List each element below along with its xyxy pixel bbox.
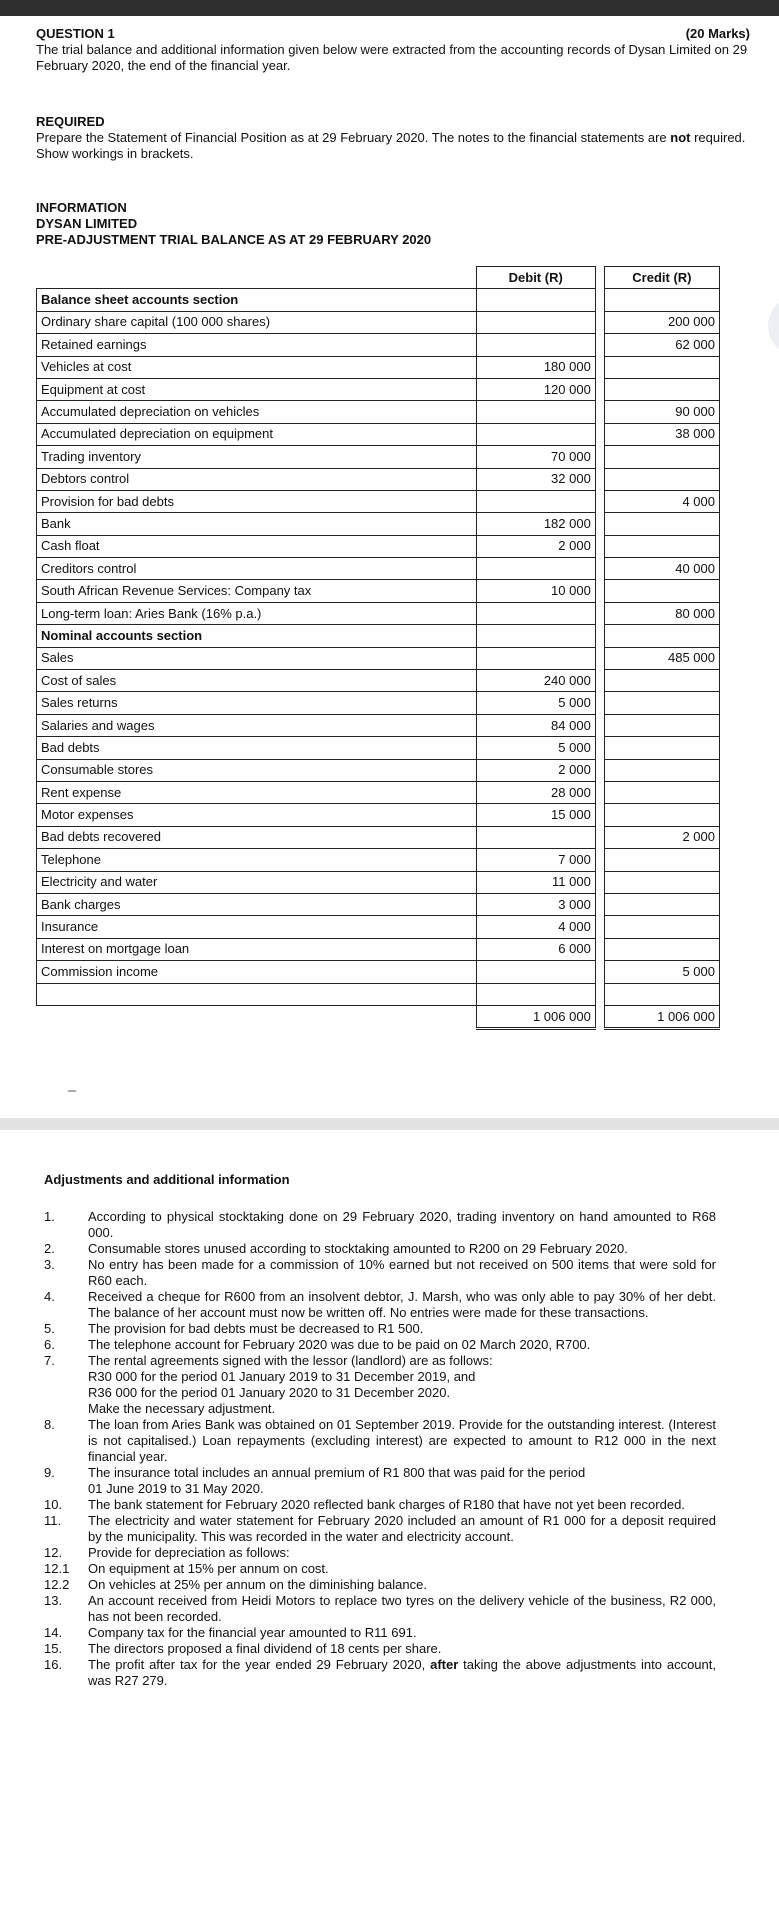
row-debit: 2 000 (476, 535, 595, 557)
adjustment-item (44, 1465, 716, 1497)
row-credit: 62 000 (604, 334, 719, 356)
row-debit (476, 961, 595, 983)
table-row (37, 423, 720, 445)
table-header-blank (37, 267, 477, 289)
table-row (37, 759, 720, 781)
table-row (37, 378, 720, 400)
adjustment-item (44, 1289, 716, 1321)
row-label: Creditors control (37, 558, 477, 580)
row-debit: 5 000 (476, 737, 595, 759)
row-label: Retained earnings (37, 334, 477, 356)
row-label: Bank (37, 513, 477, 535)
adjustment-number: 4. (44, 1289, 55, 1304)
row-label: Long-term loan: Aries Bank (16% p.a.) (37, 602, 477, 624)
adjustment-text: On equipment at 15% per annum on cost. (88, 1561, 329, 1576)
row-credit: 2 000 (604, 826, 719, 848)
row-label: Provision for bad debts (37, 490, 477, 512)
required-section (36, 114, 750, 162)
information-heading: INFORMATION (36, 200, 127, 215)
adjustments-heading: Adjustments and additional information (44, 1172, 290, 1187)
adjustment-number: 6. (44, 1337, 55, 1352)
row-debit: 182 000 (476, 513, 595, 535)
row-label: Equipment at cost (37, 378, 477, 400)
row-debit: 70 000 (476, 446, 595, 468)
row-credit (604, 356, 719, 378)
adjustment-item (44, 1561, 716, 1577)
adjustment-text: The rental agreements signed with the lessor (landlord) are as follows: R30 000 for the period 01 January 2019 to 31 December 2019, and R36 000 for the period 01 January 2020 to 31 December 2020. Make the necessary adjustment. (88, 1353, 716, 1417)
adjustment-number: 9. (44, 1465, 55, 1480)
row-debit (476, 826, 595, 848)
top-dark-bar (0, 0, 779, 16)
row-credit: 5 000 (604, 961, 719, 983)
adjustment-subline: 01 June 2019 to 31 May 2020. (88, 1481, 264, 1496)
table-row (37, 804, 720, 826)
row-credit (604, 535, 719, 557)
row-credit (604, 714, 719, 736)
row-credit (604, 446, 719, 468)
adjustment-text: The provision for bad debts must be decreased to R1 500. (88, 1321, 424, 1336)
row-credit (604, 625, 719, 647)
adjustment-item (44, 1417, 716, 1465)
adjustment-number: 14. (44, 1625, 63, 1640)
row-label: Cash float (37, 535, 477, 557)
row-label: Consumable stores (37, 759, 477, 781)
adjustment-item (44, 1321, 716, 1337)
row-label: Commission income (37, 961, 477, 983)
adjustment-number: 2. (44, 1241, 55, 1256)
adjustment-number: 3. (44, 1257, 55, 1272)
row-debit (476, 423, 595, 445)
total-credit: 1 006 000 (604, 1005, 719, 1028)
question-marks: (20 Marks) (685, 26, 750, 41)
table-row (37, 625, 720, 647)
row-label: Bank charges (37, 893, 477, 915)
adjustment-number: 7. (44, 1353, 55, 1368)
adjustment-subline: Make the necessary adjustment. (88, 1401, 276, 1416)
row-debit: 120 000 (476, 378, 595, 400)
row-debit (476, 401, 595, 423)
row-debit (476, 490, 595, 512)
row-debit: 4 000 (476, 916, 595, 938)
row-label: South African Revenue Services: Company tax (37, 580, 477, 602)
adjustment-text: The telephone account for February 2020 was due to be paid on 02 March 2020, R700. (88, 1337, 591, 1352)
adjustment-text: Company tax for the financial year amounted to R11 691. (88, 1625, 417, 1640)
row-label: Accumulated depreciation on equipment (37, 423, 477, 445)
total-debit: 1 006 000 (476, 1005, 595, 1028)
row-label: Motor expenses (37, 804, 477, 826)
adjustment-item (44, 1593, 716, 1625)
row-label (37, 983, 477, 1005)
row-credit (604, 871, 719, 893)
table-row (37, 647, 720, 669)
row-debit: 7 000 (476, 849, 595, 871)
table-row (37, 961, 720, 983)
row-credit: 4 000 (604, 490, 719, 512)
row-debit (476, 983, 595, 1005)
table-row (37, 468, 720, 490)
row-label: Telephone (37, 849, 477, 871)
row-label: Accumulated depreciation on vehicles (37, 401, 477, 423)
row-label: Cost of sales (37, 670, 477, 692)
row-debit: 3 000 (476, 893, 595, 915)
table-row (37, 871, 720, 893)
table-row (37, 311, 720, 333)
table-row (37, 849, 720, 871)
row-debit: 180 000 (476, 356, 595, 378)
adjustment-item (44, 1545, 716, 1561)
adjustment-text: Received a cheque for R600 from an insolvent debtor, J. Marsh, who was only able to pay 30% of her debt. The balance of her account must now be written off. No entries were made for these transactions. (88, 1289, 716, 1320)
row-credit: 40 000 (604, 558, 719, 580)
adjustment-text: Consumable stores unused according to stocktaking amounted to R200 on 29 February 2020. (88, 1241, 628, 1256)
row-label: Balance sheet accounts section (37, 289, 477, 311)
row-debit: 28 000 (476, 781, 595, 803)
row-credit (604, 513, 719, 535)
row-label: Ordinary share capital (100 000 shares) (37, 311, 477, 333)
table-row (37, 826, 720, 848)
row-credit (604, 289, 719, 311)
row-debit: 11 000 (476, 871, 595, 893)
row-debit: 240 000 (476, 670, 595, 692)
row-credit (604, 670, 719, 692)
row-debit (476, 625, 595, 647)
adjustment-item (44, 1577, 716, 1593)
row-credit (604, 916, 719, 938)
credit-header: Credit (R) (604, 267, 719, 289)
information-section (36, 200, 750, 248)
row-debit (476, 558, 595, 580)
required-heading: REQUIRED (36, 114, 105, 129)
row-credit: 80 000 (604, 602, 719, 624)
table-row (37, 535, 720, 557)
adjustment-number: 13. (44, 1593, 63, 1608)
table-row (37, 289, 720, 311)
row-label: Debtors control (37, 468, 477, 490)
row-debit: 84 000 (476, 714, 595, 736)
adjustment-number: 12. (44, 1545, 63, 1560)
table-row (37, 916, 720, 938)
adjustment-item (44, 1209, 716, 1241)
row-credit (604, 849, 719, 871)
trial-balance-table (36, 266, 720, 1030)
row-credit: 485 000 (604, 647, 719, 669)
row-label: Salaries and wages (37, 714, 477, 736)
table-row (37, 938, 720, 960)
row-credit: 38 000 (604, 423, 719, 445)
adjustment-number: 15. (44, 1641, 63, 1656)
row-label: Trading inventory (37, 446, 477, 468)
row-credit: 90 000 (604, 401, 719, 423)
adjustment-text: The directors proposed a final dividend of 18 cents per share. (88, 1641, 442, 1656)
adjustment-text: The electricity and water statement for February 2020 included an amount of R1 000 for a deposit required by the municipality. This was recorded in the water and electricity account. (88, 1513, 716, 1544)
table-row (37, 558, 720, 580)
adjustment-item (44, 1641, 716, 1657)
row-credit (604, 983, 719, 1005)
table-row (37, 692, 720, 714)
table-row (37, 602, 720, 624)
row-credit (604, 737, 719, 759)
row-label: Insurance (37, 916, 477, 938)
adjustment-number: 12.2 (44, 1577, 70, 1592)
row-credit (604, 378, 719, 400)
scroll-indicator[interactable] (768, 296, 779, 356)
adjustment-number: 10. (44, 1497, 63, 1512)
adjustment-subline: R36 000 for the period 01 January 2020 to 31 December 2020. (88, 1385, 451, 1400)
adjustment-item (44, 1497, 716, 1513)
row-debit: 5 000 (476, 692, 595, 714)
row-debit: 2 000 (476, 759, 595, 781)
table-row (37, 580, 720, 602)
adjustment-item (44, 1353, 716, 1417)
adjustment-item (44, 1625, 716, 1641)
table-row (37, 983, 720, 1005)
row-credit (604, 804, 719, 826)
row-debit: 10 000 (476, 580, 595, 602)
company-name: DYSAN LIMITED (36, 216, 138, 231)
table-row (37, 490, 720, 512)
row-debit (476, 289, 595, 311)
row-credit: 200 000 (604, 311, 719, 333)
question-header (36, 26, 750, 74)
row-label: Sales returns (37, 692, 477, 714)
adjustment-text: On vehicles at 25% per annum on the diminishing balance. (88, 1577, 427, 1592)
trial-balance-title: PRE-ADJUSTMENT TRIAL BALANCE AS AT 29 FEBRUARY 2020 (36, 232, 432, 247)
table-total-row (37, 1005, 720, 1028)
row-debit: 15 000 (476, 804, 595, 826)
adjustment-text: The profit after tax for the year ended 29 February 2020, after taking the above adjustments into account, was R27 279. (88, 1657, 716, 1688)
adjustment-text: According to physical stocktaking done on 29 February 2020, trading inventory on hand amounted to R68 000. (88, 1209, 716, 1240)
adjustment-text: An account received from Heidi Motors to replace two tyres on the delivery vehicle of the business, R2 000, has not been recorded. (88, 1593, 716, 1624)
adjustment-text: The loan from Aries Bank was obtained on 01 September 2019. Provide for the outstanding interest. (Interest is not capitalised.) Loan repayments (excluding interest) are expected to amount to R12 000 in the next financial year. (88, 1417, 716, 1464)
row-label: Vehicles at cost (37, 356, 477, 378)
adjustment-item (44, 1337, 716, 1353)
row-label: Interest on mortgage loan (37, 938, 477, 960)
adjustment-item (44, 1241, 716, 1257)
row-credit (604, 938, 719, 960)
table-row (37, 356, 720, 378)
row-label: Sales (37, 647, 477, 669)
stray-mark (68, 1090, 76, 1092)
adjustment-number: 5. (44, 1321, 55, 1336)
row-label: Nominal accounts section (37, 625, 477, 647)
adjustment-text: No entry has been made for a commission of 10% earned but not received on 500 items that were sold for R60 each. (88, 1257, 716, 1288)
question-title: QUESTION 1 (36, 26, 115, 41)
table-row (37, 670, 720, 692)
table-row (37, 781, 720, 803)
adjustment-number: 1. (44, 1209, 55, 1224)
adjustment-item (44, 1657, 716, 1689)
row-debit (476, 602, 595, 624)
row-debit (476, 334, 595, 356)
row-credit (604, 781, 719, 803)
row-credit (604, 580, 719, 602)
row-debit (476, 311, 595, 333)
table-row (37, 714, 720, 736)
row-label: Electricity and water (37, 871, 477, 893)
adjustment-text: The bank statement for February 2020 reflected bank charges of R180 that have not yet been recorded. (88, 1497, 685, 1512)
adjustment-number: 8. (44, 1417, 55, 1432)
required-text: Prepare the Statement of Financial Position as at 29 February 2020. The notes to the financial statements are not required. Show workings in brackets. (36, 130, 746, 161)
row-credit (604, 893, 719, 915)
row-label: Bad debts (37, 737, 477, 759)
adjustment-item (44, 1513, 716, 1545)
table-row (37, 446, 720, 468)
row-debit: 6 000 (476, 938, 595, 960)
row-label: Bad debts recovered (37, 826, 477, 848)
row-label: Rent expense (37, 781, 477, 803)
table-row (37, 737, 720, 759)
table-row (37, 893, 720, 915)
adjustment-number: 11. (44, 1513, 62, 1528)
table-row (37, 513, 720, 535)
adjustment-text: The insurance total includes an annual premium of R1 800 that was paid for the period 01 June 2019 to 31 May 2020. (88, 1465, 716, 1497)
adjustment-subline: R30 000 for the period 01 January 2019 to 31 December 2019, and (88, 1369, 476, 1384)
adjustment-item (44, 1257, 716, 1289)
question-intro: The trial balance and additional information given below were extracted from the accounting records of Dysan Limited on 29 February 2020, the end of the financial year. (36, 42, 748, 73)
row-debit: 32 000 (476, 468, 595, 490)
table-row (37, 401, 720, 423)
row-credit (604, 468, 719, 490)
row-debit (476, 647, 595, 669)
row-credit (604, 759, 719, 781)
adjustment-number: 16. (44, 1657, 63, 1672)
table-row (37, 334, 720, 356)
adjustments-list (44, 1209, 716, 1689)
adjustment-text: Provide for depreciation as follows: (88, 1545, 290, 1560)
page-divider (0, 1118, 779, 1130)
adjustment-number: 12.1 (44, 1561, 70, 1576)
row-credit (604, 692, 719, 714)
debit-header: Debit (R) (476, 267, 595, 289)
